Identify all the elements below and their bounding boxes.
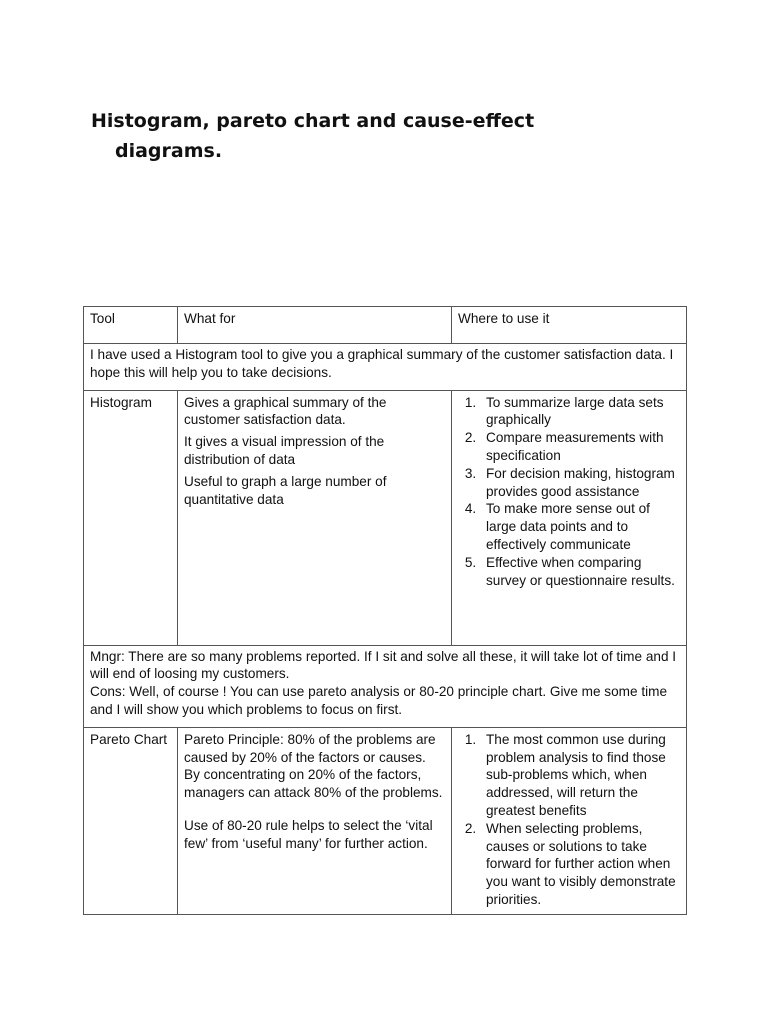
histogram-what-for-item: Useful to graph a large number of quantitative data	[184, 473, 387, 507]
manager-line: Mngr: There are so many problems reported. If I sit and solve all these, it will take lot of time and I will end of loosing my customers.	[90, 648, 677, 682]
intro-note-row	[84, 344, 687, 391]
dialogue-row	[84, 645, 687, 727]
histogram-use-item: 1. To summarize large data sets graphically	[480, 394, 680, 430]
histogram-what-for-item: It gives a visual impression of the distribution of data	[184, 434, 385, 467]
pareto-use-item: 1. The most common use during problem analysis to find those sub-problems which, when addressed, will return the greatest benefits	[480, 731, 680, 820]
pareto-what-for-item: Pareto Principle: 80% of the problems are caused by 20% of the factors or causes. By concentrating on 20% of the factors, managers can attack 80% of the problems.	[184, 731, 443, 801]
histogram-what-for	[178, 390, 452, 645]
intro-note: I have used a Histogram tool to give you a graphical summary of the customer satisfaction data. I hope this will help you to take decisions.	[84, 344, 687, 391]
histogram-use-item: 3. For decision making, histogram provides good assistance	[480, 465, 680, 501]
header-what-for: What for	[178, 307, 452, 344]
histogram-use-item: 5. Effective when comparing survey or questionnaire results.	[480, 554, 680, 590]
histogram-tool-name: Histogram	[84, 390, 178, 645]
pareto-what-for-item: Use of 80-20 rule helps to select the ‘vital few’ from ‘useful many’ for further action.	[184, 817, 433, 851]
histogram-use-item: 2. Compare measurements with specification	[480, 429, 680, 465]
pareto-row	[84, 727, 687, 914]
histogram-uses-list	[458, 394, 680, 590]
histogram-where-to-use	[452, 390, 687, 645]
pareto-uses-list	[458, 731, 680, 909]
page-title: Histogram, pareto chart and cause-effect diagrams.	[91, 110, 535, 162]
dialogue-text	[84, 645, 687, 727]
header-tool: Tool	[84, 307, 178, 344]
header-where-to-use: Where to use it	[452, 307, 687, 344]
pareto-what-for	[178, 727, 452, 914]
histogram-what-for-item: Gives a graphical summary of the customer satisfaction data.	[184, 394, 387, 428]
pareto-use-item: 2. When selecting problems, causes or solutions to take forward for further action when you want to visibly demonstrate priorities.	[480, 820, 680, 909]
pareto-tool-name: Pareto Chart	[84, 727, 178, 914]
tools-table	[83, 306, 687, 915]
histogram-use-item: 4. To make more sense out of large data points and to effectively communicate	[480, 500, 680, 553]
consultant-line: Cons: Well, of course ! You can use pareto analysis or 80-20 principle chart. Give me some time and I will show you which problems to focus on first.	[90, 684, 668, 717]
histogram-row	[84, 390, 687, 645]
header-row	[84, 307, 687, 344]
pareto-where-to-use	[452, 727, 687, 914]
